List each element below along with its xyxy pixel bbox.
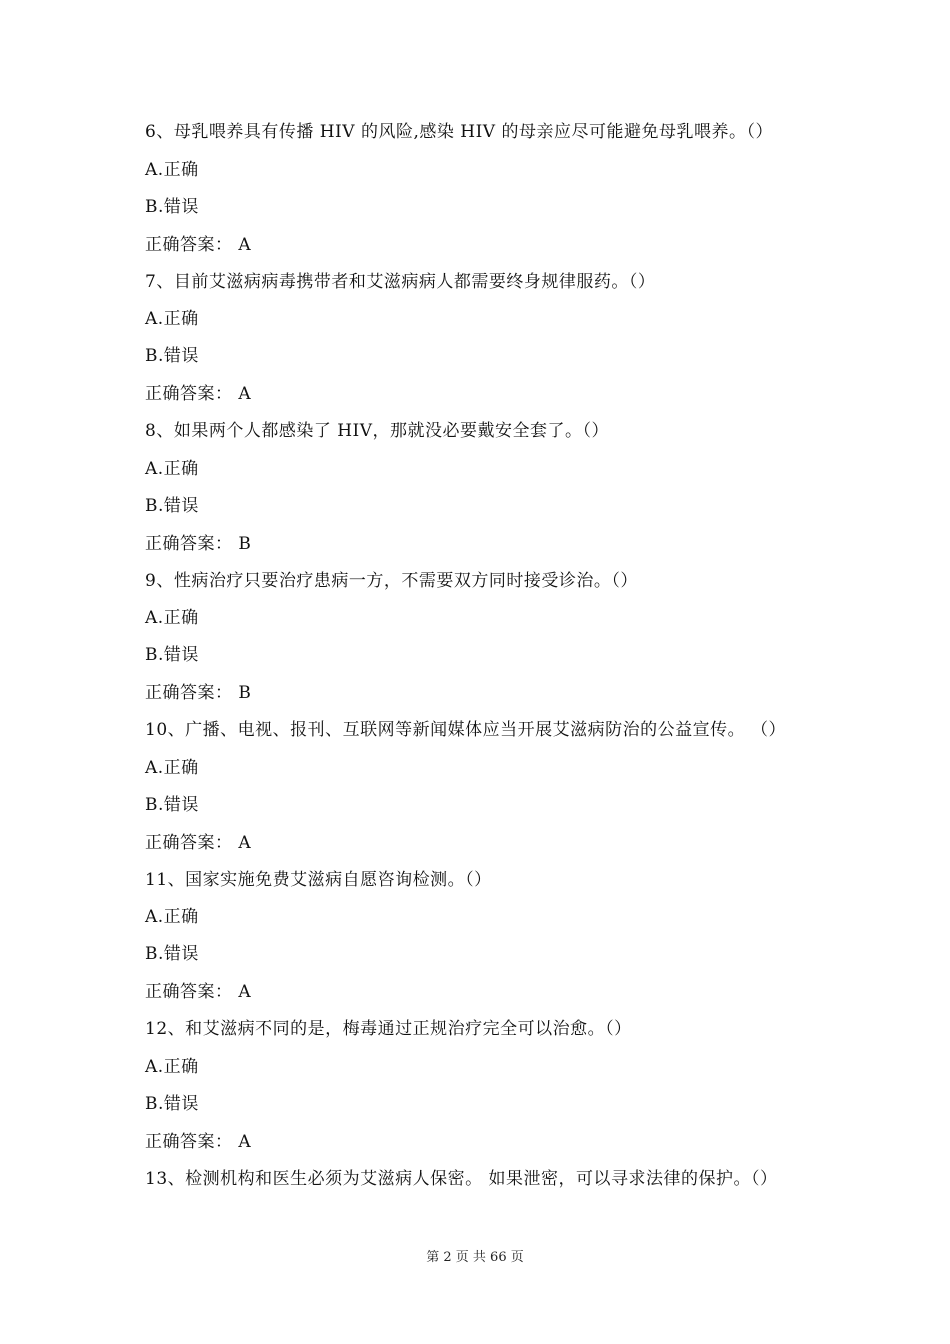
option-b: B.错误 [145, 496, 199, 516]
correct-answer: 正确答案： B [145, 683, 252, 703]
question-text: 7、目前艾滋病病毒携带者和艾滋病病人都需要终身规律服药。（） [145, 272, 656, 292]
option-b: B.错误 [145, 197, 199, 217]
correct-answer: 正确答案： A [145, 833, 252, 853]
correct-answer: 正确答案： A [145, 1132, 252, 1152]
correct-answer: 正确答案： A [145, 384, 252, 404]
option-b: B.错误 [145, 645, 199, 665]
correct-answer: 正确答案： A [145, 982, 252, 1002]
option-b: B.错误 [145, 1094, 199, 1114]
question-text: 8、如果两个人都感染了 HIV，那就没必要戴安全套了。（） [145, 421, 610, 441]
option-a: A.正确 [145, 758, 199, 778]
option-a: A.正确 [145, 1057, 199, 1077]
option-b: B.错误 [145, 944, 199, 964]
question-text: 12、和艾滋病不同的是，梅毒通过正规治疗完全可以治愈。（） [145, 1019, 632, 1039]
option-a: A.正确 [145, 608, 199, 628]
page-footer: 第 2 页 共 66 页 [426, 1250, 524, 1265]
question-text: 6、母乳喂养具有传播 HIV 的风险,感染 HIV 的母亲应尽可能避免母乳喂养。（） [145, 122, 773, 142]
question-text: 13、检测机构和医生必须为艾滋病人保密。 如果泄密，可以寻求法律的保护。（） [145, 1169, 778, 1189]
option-a: A.正确 [145, 309, 199, 329]
correct-answer: 正确答案： B [145, 534, 252, 554]
question-text: 10、广播、电视、报刊、互联网等新闻媒体应当开展艾滋病防治的公益宣传。 （） [145, 720, 787, 740]
question-text: 9、性病治疗只要治疗患病一方，不需要双方同时接受诊治。（） [145, 571, 638, 591]
option-a: A.正确 [145, 907, 199, 927]
option-b: B.错误 [145, 346, 199, 366]
option-b: B.错误 [145, 795, 199, 815]
option-a: A.正确 [145, 459, 199, 479]
correct-answer: 正确答案： A [145, 235, 252, 255]
question-text: 11、国家实施免费艾滋病自愿咨询检测。（） [145, 870, 492, 890]
option-a: A.正确 [145, 160, 199, 180]
